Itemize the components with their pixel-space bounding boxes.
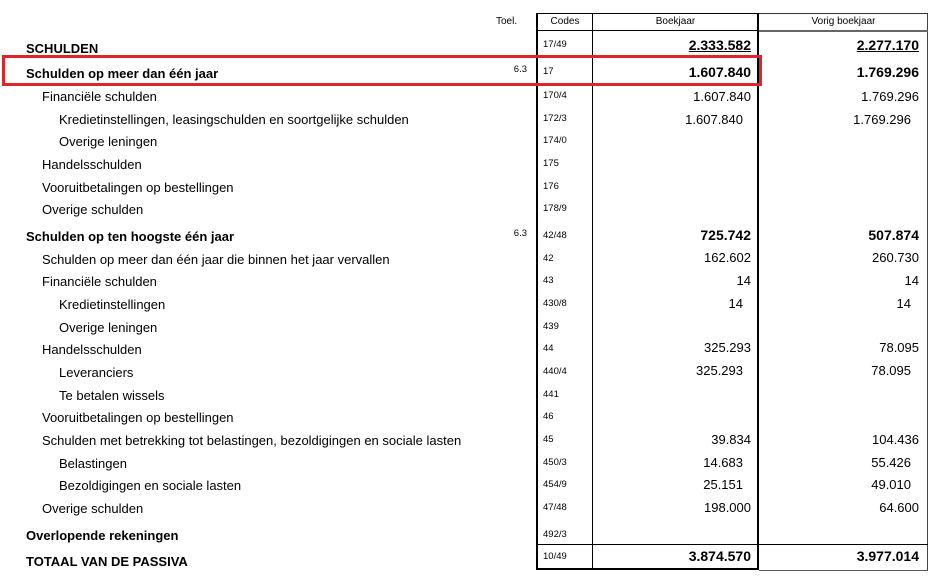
row-te-betalen-wissels — [0, 388, 945, 410]
row-bezoldigingen — [0, 478, 945, 500]
row-boekjaar-value: 14 — [728, 296, 743, 311]
row-toel: 6.3 — [513, 64, 527, 75]
row-toel: 6.3 — [513, 228, 527, 239]
row-code: 178/9 — [543, 203, 567, 214]
row-code: 450/3 — [543, 457, 567, 468]
row-vorig-value: 1.769.296 — [861, 89, 919, 104]
row-label: Overlopende rekeningen — [26, 528, 179, 543]
row-code: 440/4 — [543, 366, 567, 377]
row-code: 172/3 — [543, 113, 567, 124]
row-label: Schulden op meer dan één jaar die binnen het jaar vervallen — [42, 252, 390, 267]
row-code: 17 — [543, 66, 554, 77]
row-schulden-binnen-jaar-vervallen — [0, 252, 945, 274]
row-code: 44 — [543, 343, 554, 354]
row-kredietinstellingen-leasing — [0, 112, 945, 134]
row-vorig-value: 49.010 — [871, 477, 911, 492]
row-label: Kredietinstellingen — [59, 297, 166, 312]
row-boekjaar-value: 725.742 — [700, 227, 751, 243]
row-leveranciers — [0, 365, 945, 387]
row-boekjaar-value: 1.607.840 — [688, 64, 751, 80]
row-boekjaar-value: 14.683 — [703, 455, 743, 470]
row-code: 46 — [543, 411, 554, 422]
row-code: 441 — [543, 389, 559, 400]
row-boekjaar-value: 198.000 — [704, 500, 751, 515]
row-label: Bezoldigingen en sociale lasten — [59, 478, 242, 493]
row-code: 47/48 — [543, 502, 567, 513]
row-vorig-value: 1.769.296 — [856, 64, 919, 80]
row-boekjaar-value: 25.151 — [703, 477, 743, 492]
row-overlopende-rekeningen — [0, 528, 945, 550]
row-kredietinstellingen — [0, 297, 945, 319]
row-handelsschulden-kort — [0, 342, 945, 364]
row-code: 175 — [543, 158, 559, 169]
row-label: Te betalen wissels — [59, 388, 165, 403]
row-label: TOTAAL VAN DE PASSIVA — [26, 554, 188, 569]
row-vorig-value: 14 — [904, 273, 919, 288]
row-label: Vooruitbetalingen op bestellingen — [42, 180, 234, 195]
row-handelsschulden — [0, 157, 945, 179]
row-code: 17/49 — [543, 39, 567, 50]
row-schulden-belastingen — [0, 433, 945, 455]
row-financiele-schulden — [0, 89, 945, 111]
row-boekjaar-value: 1.607.840 — [685, 112, 743, 127]
row-boekjaar-value: 325.293 — [696, 363, 743, 378]
row-label: Belastingen — [59, 456, 127, 471]
row-vorig-value: 2.277.170 — [856, 37, 919, 53]
row-belastingen — [0, 456, 945, 478]
row-code: 454/9 — [543, 479, 567, 490]
row-label: Overige schulden — [42, 202, 144, 217]
row-boekjaar-value: 14 — [736, 273, 751, 288]
row-label: Handelsschulden — [42, 157, 142, 172]
row-label: SCHULDEN — [26, 41, 99, 56]
row-overige-schulden — [0, 202, 945, 224]
row-boekjaar-value: 162.602 — [704, 250, 751, 265]
row-vooruitbetalingen — [0, 180, 945, 202]
row-boekjaar-value: 325.293 — [704, 340, 751, 355]
row-totaal-passiva — [0, 548, 945, 576]
row-label: Overige leningen — [59, 134, 158, 149]
row-code: 42 — [543, 253, 554, 264]
row-code: 45 — [543, 434, 554, 445]
row-vorig-value: 104.436 — [872, 432, 919, 447]
row-code: 174/0 — [543, 135, 567, 146]
row-vorig-value: 1.769.296 — [853, 112, 911, 127]
row-boekjaar-value: 3.874.570 — [688, 548, 751, 564]
row-vorig-value: 64.600 — [879, 500, 919, 515]
row-code: 430/8 — [543, 298, 567, 309]
toel-column-header: Toel. — [496, 16, 518, 27]
row-label: Schulden met betrekking tot belastingen, bezoldigingen en sociale lasten — [42, 433, 462, 448]
row-label: Handelsschulden — [42, 342, 142, 357]
row-vorig-value: 507.874 — [868, 227, 919, 243]
row-code: 170/4 — [543, 90, 567, 101]
row-boekjaar-value: 1.607.840 — [693, 89, 751, 104]
row-code: 439 — [543, 321, 559, 332]
row-financiele-schulden-kort — [0, 274, 945, 296]
row-boekjaar-value: 39.834 — [711, 432, 751, 447]
codes-column-header: Codes — [550, 16, 580, 27]
row-code: 492/3 — [543, 529, 567, 540]
row-schulden-ten-hoogste-een-jaar — [0, 229, 945, 251]
row-code: 10/49 — [543, 551, 567, 562]
row-code: 43 — [543, 275, 554, 286]
row-vorig-value: 3.977.014 — [856, 548, 919, 564]
row-label: Financiële schulden — [42, 274, 157, 289]
boekjaar-column-header: Boekjaar — [655, 16, 696, 27]
row-label: Schulden op ten hoogste één jaar — [26, 229, 235, 244]
row-label: Overige leningen — [59, 320, 158, 335]
row-vorig-value: 55.426 — [871, 455, 911, 470]
row-label: Financiële schulden — [42, 89, 157, 104]
header-divider-vorig — [759, 30, 928, 32]
row-vooruitbetalingen-kort — [0, 410, 945, 432]
row-boekjaar-value: 2.333.582 — [688, 37, 751, 53]
row-code: 42/48 — [543, 230, 567, 241]
row-vorig-value: 14 — [896, 296, 911, 311]
row-vorig-value: 78.095 — [879, 340, 919, 355]
row-code: 176 — [543, 181, 559, 192]
vorig-boekjaar-column-header: Vorig boekjaar — [811, 16, 876, 27]
highlight-box — [2, 55, 762, 86]
row-label: Vooruitbetalingen op bestellingen — [42, 410, 234, 425]
row-label: Leveranciers — [59, 365, 134, 380]
row-label: Overige schulden — [42, 501, 144, 516]
row-label: Kredietinstellingen, leasingschulden en soortgelijke schulden — [59, 112, 409, 127]
row-vorig-value: 78.095 — [871, 363, 911, 378]
row-overige-leningen — [0, 134, 945, 156]
row-overige-leningen-kort — [0, 320, 945, 342]
row-vorig-value: 260.730 — [872, 250, 919, 265]
row-overige-schulden-kort — [0, 501, 945, 523]
row-label: Schulden op meer dan één jaar — [26, 66, 219, 81]
